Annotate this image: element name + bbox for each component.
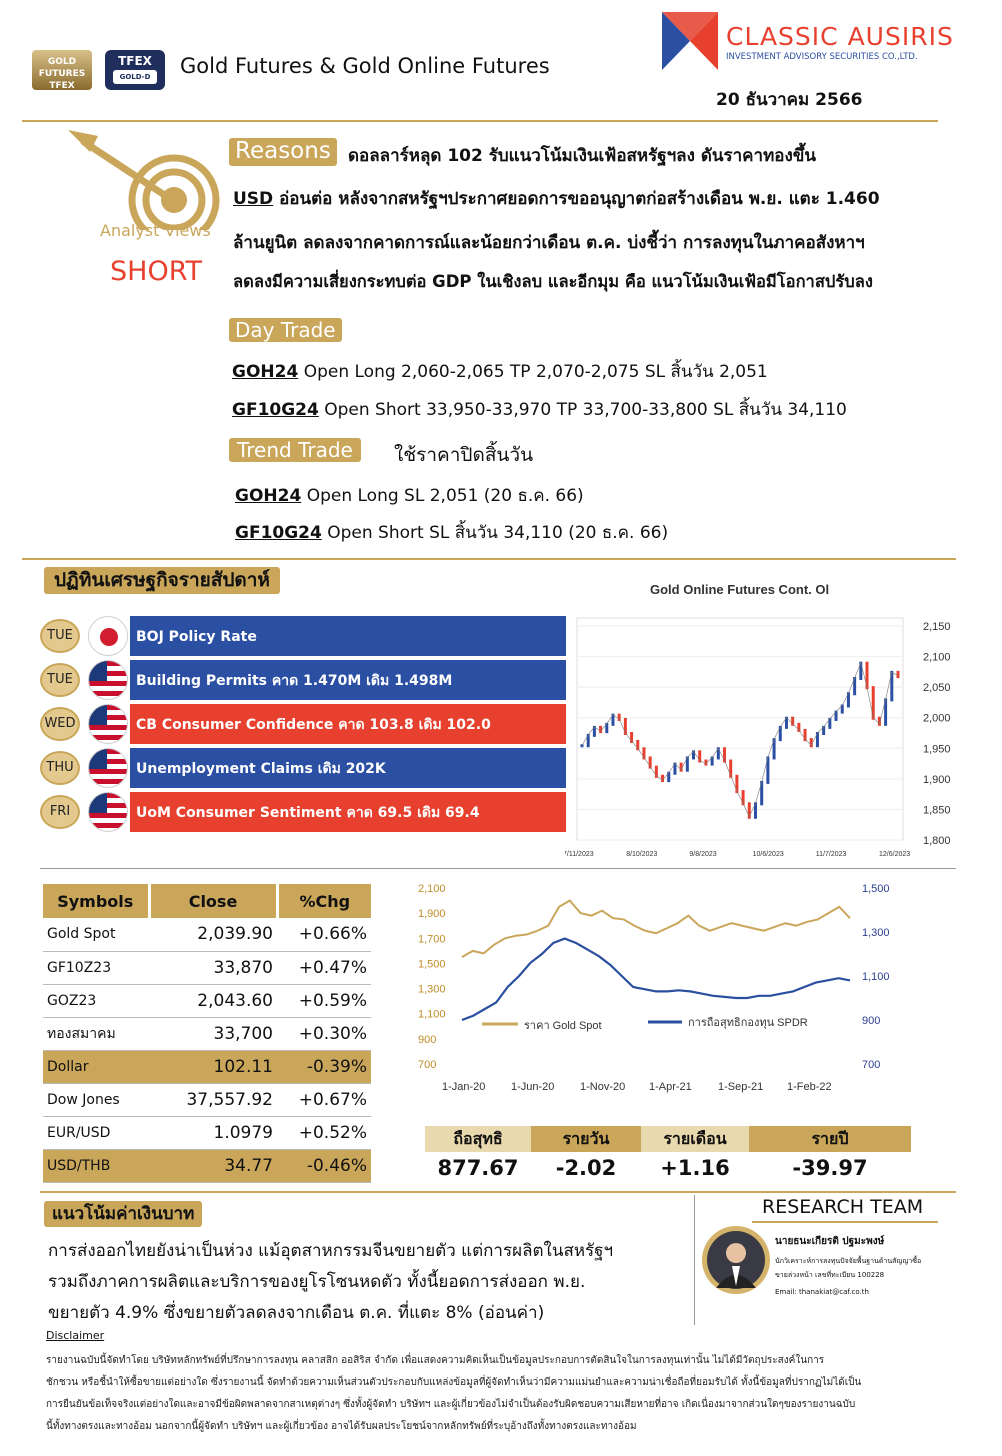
analyst-license: ขายล่วงหน้า เลขที่ทะเบียน 100228 (775, 1271, 885, 1279)
thb-tag: แนวโน้มค่าเงินบาท (44, 1201, 202, 1227)
classic-ausiris-logo (662, 12, 718, 70)
table-cell-symbol: GF10Z23 (43, 951, 149, 984)
x-tick-label: 1-Apr-21 (649, 1081, 692, 1093)
candle (835, 711, 838, 721)
table-cell-close: 1.0979 (149, 1116, 277, 1149)
research-divider (694, 1195, 695, 1325)
reasons-tag: Reasons (229, 138, 337, 166)
disclaimer-title: Disclaimer (46, 1329, 105, 1342)
disclaimer-text: รายงานฉบับนี้จัดทำโดย บริษัทหลักทรัพย์ที่ปรึกษาการลงทุน คลาสสิก ออสิริส จำกัด เพื่อแสดงความคิดเห็นเป็นข้อมูลประกอบการตัดสินใจในการลงทุนเท่านั้น ไม่ได้มีวัตถุประสงค์ในการ ชักชวน หรือชี้นำให้ซื้อขายแต่อย่างใด ซึ่งรายงานนี้ จัดทำด้วยความเห็นส่วนตัวประกอบกับแหล่งข้อมูลที่ผู้จัดทำเห็นว่ามีความแม่นยำและความน่าเชื่อถือที่ยอมรับได้ ทั้งนี้ข้อมูลที่ปรากฏไม่ได้เป็น การยืนยันข้อเท็จจริงแต่อย่างใดและอาจมีข้อผิดพลาดจากสาเหตุต่างๆ ซึ่งทั้งผู้จัดทำ บริษัทฯ และผู้เกี่ยวข้องไม่จำเป็นต้องรับผิดชอบความเสียหายที่อาจ เกิดเนื่องมาจากส่วนใดๆของรายงานฉบับ นี้ทั้งทางตรงและทางอ้อม นอกจากนี้ผู้จัดทำ บริษัทฯ และผู้เกี่ยวข้อง อาจได้รับผลประโยชน์จากหลักทรัพย์ที่ระบุอ้างถึงทั้งทางตรงและทางอ้อม (46, 1355, 862, 1432)
table-row (43, 984, 371, 1017)
y-left-tick-label: 1,900 (418, 908, 446, 921)
table-cell-chg: -0.46% (277, 1149, 371, 1182)
calendar-event: Building Permits คาด 1.470M เดิม 1.498M (130, 658, 566, 700)
day-trade-item-1: GOH24 Open Long 2,060-2,065 TP 2,070-2,075 SL สิ้นวัน 2,051 (232, 362, 768, 382)
table-cell-chg: +0.52% (277, 1116, 371, 1149)
candle (618, 714, 621, 721)
analyst-avatar (702, 1226, 770, 1294)
y-tick-label: 1,850 (923, 804, 951, 817)
day-trade-item-2: GF10G24 Open Short 33,950-33,970 TP 33,700-33,800 SL สิ้นวัน 34,110 (232, 400, 847, 420)
y-left-tick-label: 1,500 (418, 958, 446, 971)
analyst-name: นายธนะเกียรติ ปฐมะพงษ์ (775, 1236, 885, 1247)
section-divider (22, 558, 956, 560)
us-flag-icon (88, 792, 128, 832)
table-row (43, 1017, 371, 1050)
calendar-item (40, 746, 568, 790)
table-cell-close: 37,557.92 (149, 1083, 277, 1116)
y-right-tick-label: 1,100 (862, 971, 890, 983)
y-left-tick-label: 900 (418, 1033, 437, 1046)
candle (897, 671, 900, 678)
reasons-line-3: ลดลงมีความเสี่ยงกระทบต่อ GDP ในเชิงลบ และอีกมุม คือ แนวโน้มเงินเฟ้อมีโอกาสปรับลง (233, 272, 873, 291)
calendar-event: UoM Consumer Sentiment คาด 69.5 เดิม 69.4 (130, 790, 566, 832)
table-cell-close: 102.11 (149, 1050, 277, 1083)
analyst-role: นักวิเคราะห์การลงทุนปัจจัยพื้นฐานด้านสัญญาซื้อ (775, 1257, 922, 1265)
spdr-header-net: ถือสุทธิ (425, 1126, 531, 1152)
spdr-header-daily: รายวัน (531, 1126, 641, 1152)
x-tick-label: 1-Feb-22 (787, 1081, 832, 1093)
table-cell-chg: +0.47% (277, 951, 371, 984)
spdr-summary (425, 1126, 911, 1180)
gold-spot-line (462, 901, 850, 958)
series-line (582, 663, 898, 817)
calendar-item (40, 790, 568, 834)
trend-trade-note: ใช้ราคาปิดสิ้นวัน (394, 444, 534, 466)
table-cell-chg: -0.39% (277, 1050, 371, 1083)
spdr-holdings-line (462, 939, 850, 1020)
calendar-item (40, 614, 568, 658)
candle (859, 662, 862, 680)
candle (816, 732, 819, 747)
y-tick-label: 2,050 (923, 682, 951, 695)
calendar-day: WED (40, 707, 80, 741)
candle (779, 726, 782, 741)
spdr-value-monthly: +1.16 (660, 1156, 730, 1180)
candle (587, 734, 590, 747)
y-right-tick-label: 700 (862, 1059, 881, 1071)
x-tick-label: 11/7/2023 (815, 851, 847, 858)
table-cell-close: 34.77 (149, 1149, 277, 1182)
target-arrow-icon (64, 130, 220, 230)
reasons-line-2: ล้านยูนิต ลดลงจากคาดการณ์และน้อยกว่าเดือน ต.ค. บ่งชี้ว่า การลงทุนในภาคอสังหาฯ (233, 233, 865, 253)
x-tick-label: 1-Jan-20 (442, 1081, 486, 1093)
table-cell-chg: +0.30% (277, 1017, 371, 1050)
y-left-tick-label: 1,100 (418, 1008, 446, 1021)
calendar-event: Unemployment Claims เดิม 202K (130, 746, 566, 788)
us-flag-icon (88, 748, 128, 788)
table-row (43, 918, 371, 951)
table-cell-chg: +0.66% (277, 918, 371, 951)
reasons-headline: ดอลลาร์หลุด 102 รับแนวโน้มเงินเฟ้อสหรัฐฯลง ดันราคาทองขึ้น (348, 146, 817, 166)
spdr-value-net: 877.67 (437, 1156, 519, 1180)
calendar-day: TUE (40, 663, 80, 697)
calendar-day: TUE (40, 619, 80, 653)
calendar-event: CB Consumer Confidence คาด 103.8 เดิม 102.0 (130, 702, 566, 744)
candle (853, 677, 856, 695)
y-left-tick-label: 700 (418, 1059, 437, 1071)
y-tick-label: 1,900 (923, 773, 951, 786)
analyst-views-label: Analyst Views (100, 221, 211, 240)
x-tick-label: 8/10/2023 (626, 851, 658, 858)
thb-text: การส่งออกไทยยังน่าเป็นห่วง แม้อุตสาหกรรมจีนขยายตัว แต่การผลิตในสหรัฐฯ รวมถึงภาคการผลิตและบริการของยูโรโซนหดตัว ทั้งนี้ยอดการส่งออก พ.ย. ขยายตัว 4.9% ซึ่งขยายตัวลดลงจากเดือน ต.ค. ที่แตะ 8% (อ่อนค่า) (48, 1241, 614, 1323)
calendar-list (40, 614, 568, 834)
x-tick-label: 12/6/2023 (879, 851, 911, 858)
reasons-line-1: USD อ่อนต่อ หลังจากสหรัฐฯประกาศยอดการขออนุญาตก่อสร้างเดือน พ.ย. แตะ 1.460 (233, 189, 880, 209)
table-header-chg: %Chg (277, 884, 371, 918)
table-cell-chg: +0.59% (277, 984, 371, 1017)
day-trade-tag: Day Trade (229, 318, 342, 342)
legend-gold-label: ราคา Gold Spot (524, 1020, 602, 1032)
analyst-view-short: SHORT (110, 256, 202, 287)
x-tick-label: 1-Jun-20 (511, 1081, 555, 1093)
calendar-day: THU (40, 751, 80, 785)
y-left-tick-label: 1,700 (418, 933, 446, 946)
company-subtitle: INVESTMENT ADVISORY SECURITIES CO.,LTD. (726, 52, 918, 62)
candle (866, 662, 869, 689)
spdr-header-monthly: รายเดือน (641, 1126, 749, 1152)
table-cell-symbol: EUR/USD (43, 1116, 149, 1149)
table-cell-close: 33,700 (149, 1017, 277, 1050)
calendar-event: BOJ Policy Rate (130, 614, 566, 656)
table-cell-symbol: ทองสมาคม (43, 1017, 149, 1050)
table-cell-symbol: Dollar (43, 1050, 149, 1083)
y-tick-label: 1,800 (923, 835, 951, 847)
table-header-symbols: Symbols (43, 884, 149, 918)
table-cell-chg: +0.67% (277, 1083, 371, 1116)
calendar-item (40, 702, 568, 746)
calendar-item (40, 658, 568, 702)
research-team-title: RESEARCH TEAM (762, 1196, 924, 1218)
table-cell-symbol: GOZ23 (43, 984, 149, 1017)
table-cell-close: 33,870 (149, 951, 277, 984)
y-left-tick-label: 2,100 (418, 883, 446, 895)
y-right-tick-label: 1,300 (862, 927, 890, 939)
gold-online-futures-chart (565, 578, 955, 858)
y-tick-label: 1,950 (923, 743, 951, 756)
table-cell-symbol: Gold Spot (43, 918, 149, 951)
legend-spdr-label: การถือสุทธิกองทุน SPDR (688, 1017, 808, 1029)
table-cell-symbol: Dow Jones (43, 1083, 149, 1116)
analyst-email: Email: thanakiat@caf.co.th (775, 1288, 869, 1296)
x-tick-label: 9/8/2023 (689, 851, 717, 858)
candle (605, 723, 608, 733)
x-tick-label: 7/11/2023 (565, 851, 594, 858)
symbols-table (43, 884, 371, 1183)
table-row (43, 951, 371, 984)
calendar-day: FRI (40, 795, 80, 829)
header-divider (22, 120, 938, 122)
candle (828, 718, 831, 729)
chart-divider (40, 868, 956, 869)
table-row (43, 1083, 371, 1116)
tfex-logo: TFEX GOLD-D (105, 50, 165, 90)
x-tick-label: 1-Nov-20 (580, 1081, 626, 1093)
candle (847, 692, 850, 707)
candle (717, 747, 720, 759)
usd-label: USD (233, 189, 274, 209)
trend-trade-item-1: GOH24 Open Long SL 2,051 (20 ธ.ค. 66) (235, 486, 584, 506)
japan-flag-icon (88, 616, 128, 656)
spdr-value-daily: -2.02 (555, 1156, 617, 1180)
candle (686, 756, 689, 771)
y-right-tick-label: 1,500 (862, 883, 890, 895)
x-tick-label: 1-Sep-21 (718, 1081, 764, 1093)
candle (797, 723, 800, 732)
candle (878, 717, 881, 726)
gold-spot-spdr-chart (410, 874, 910, 1096)
y-tick-label: 2,000 (923, 712, 951, 725)
table-cell-close: 2,039.90 (149, 918, 277, 951)
spdr-value-yearly: -39.97 (792, 1156, 868, 1180)
trend-trade-tag: Trend Trade (229, 438, 361, 462)
table-row (43, 1116, 371, 1149)
us-flag-icon (88, 660, 128, 700)
table-row (43, 1050, 371, 1083)
table-header-close: Close (149, 884, 277, 918)
bottom-divider (40, 1191, 956, 1193)
y-right-tick-label: 900 (862, 1015, 881, 1027)
table-cell-symbol: USD/THB (43, 1149, 149, 1182)
candle (872, 686, 875, 720)
chart-title: Gold Online Futures Cont. Ol (650, 582, 830, 597)
trend-trade-item-2: GF10G24 Open Short SL สิ้นวัน 34,110 (20 ธ.ค. 66) (235, 523, 669, 543)
page-title: Gold Futures & Gold Online Futures (180, 54, 550, 78)
candle (754, 802, 757, 818)
table-row (43, 1149, 371, 1182)
company-name: CLASSIC AUSIRIS (726, 22, 954, 51)
table-cell-close: 2,043.60 (149, 984, 277, 1017)
gold-futures-logo: GOLD FUTURES TFEX (32, 50, 92, 90)
y-tick-label: 2,150 (923, 621, 951, 633)
research-underline (752, 1221, 938, 1223)
spdr-header-yearly: รายปี (749, 1126, 911, 1152)
y-left-tick-label: 1,300 (418, 983, 446, 996)
y-tick-label: 2,100 (923, 651, 951, 664)
report-date: 20 ธันวาคม 2566 (716, 90, 863, 110)
us-flag-icon (88, 704, 128, 744)
candle (667, 772, 670, 782)
calendar-title: ปฏิทินเศรษฐกิจรายสัปดาห์ (44, 567, 280, 594)
x-tick-label: 10/6/2023 (752, 851, 784, 858)
